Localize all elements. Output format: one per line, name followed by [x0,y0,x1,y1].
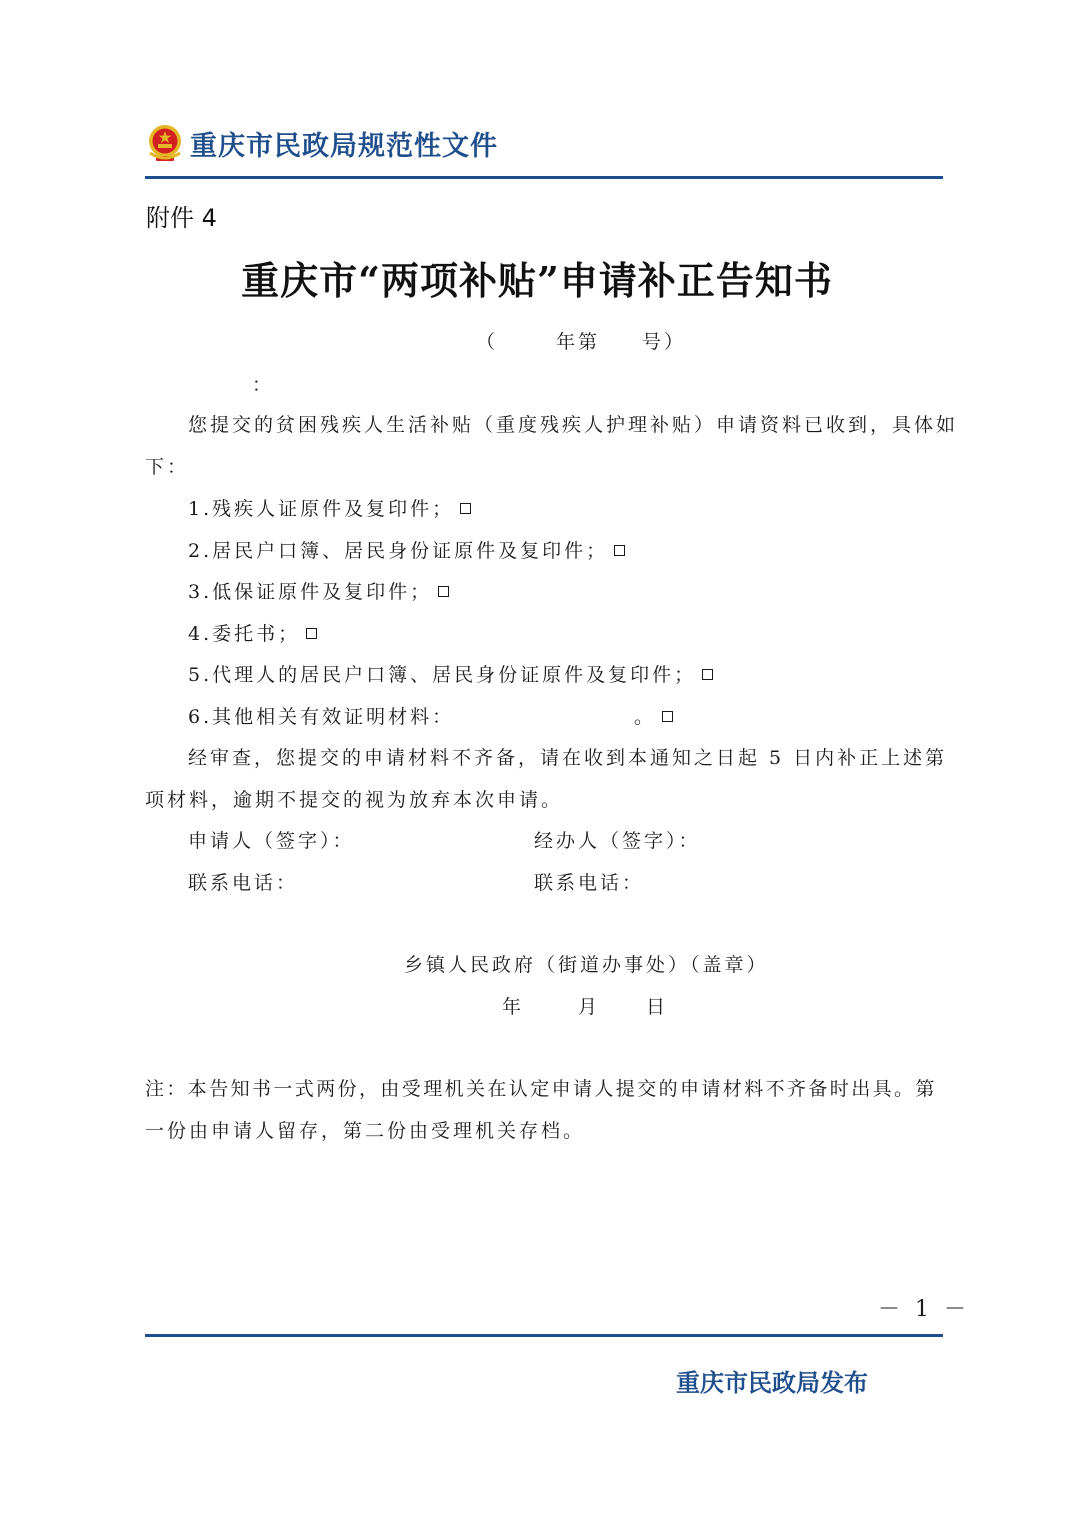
list-item [188,494,471,521]
handler-phone-label: 联系电话： [534,872,645,894]
list-item [188,660,713,687]
review-line-2: 项材料，逾期不提交的视为放弃本次申请。 [145,789,564,811]
list-item [188,619,317,646]
checkbox[interactable] [614,545,625,556]
applicant-signature-label: 申请人（签字）： [188,830,355,852]
checkbox[interactable] [662,711,673,722]
item-text: 1.残疾人证原件及复印件； [188,498,455,520]
number-open-paren: （ [476,331,499,353]
number-year-label: 年第 [556,331,601,353]
checkbox[interactable] [460,503,471,514]
item-text: 5.代理人的居民户口簿、居民身份证原件及复印件； [188,664,697,686]
seal-org-label: 乡镇人民政府（街道办事处）（盖章） [404,954,769,976]
note-line-1: 注：本告知书一式两份，由受理机关在认定申请人提交的申请材料不齐备时出具。第 [145,1078,937,1100]
list-item [188,577,449,604]
intro-line-1: 您提交的贫困残疾人生活补贴（重度残疾人护理补贴）申请资料已收到，具体如 [188,414,959,436]
header-divider [145,176,943,179]
list-item [188,702,454,729]
item-text: 2.居民户口簿、居民身份证原件及复印件； [188,540,609,562]
item-text: 4.委托书； [188,623,301,645]
number-suffix-label: 号） [642,331,687,353]
date-day-label: 日 [646,996,669,1018]
review-line-1: 经审查，您提交的申请材料不齐备，请在收到本通知之日起 5 日内补正上述第 [188,747,948,769]
item-text: 3.低保证原件及复印件； [188,581,433,603]
date-month-label: 月 [578,996,601,1018]
note-line-2: 一份由申请人留存，第二份由受理机关存档。 [145,1120,586,1142]
footer-divider [145,1334,943,1337]
checkbox[interactable] [702,669,713,680]
header-title: 重庆市民政局规范性文件 [190,131,498,162]
handler-signature-label: 经办人（签字）： [534,830,701,852]
checkbox[interactable] [438,586,449,597]
item-end-mark: 。 [634,706,657,728]
item-text: 6.其他相关有效证明材料： [188,706,455,728]
document-title: 重庆市“两项补贴”申请补正告知书 [241,258,833,303]
list-item [188,536,625,563]
other-materials-end [634,702,673,729]
applicant-phone-label: 联系电话： [188,872,299,894]
attachment-label: 附件 4 [146,204,217,232]
date-year-label: 年 [502,996,525,1018]
page-number: － 1 － [878,1297,970,1322]
intro-line-2: 下： [145,456,190,478]
footer-publisher: 重庆市民政局发布 [676,1369,868,1397]
checkbox[interactable] [306,628,317,639]
national-emblem-icon [146,123,184,163]
salutation-colon: ： [252,374,275,396]
